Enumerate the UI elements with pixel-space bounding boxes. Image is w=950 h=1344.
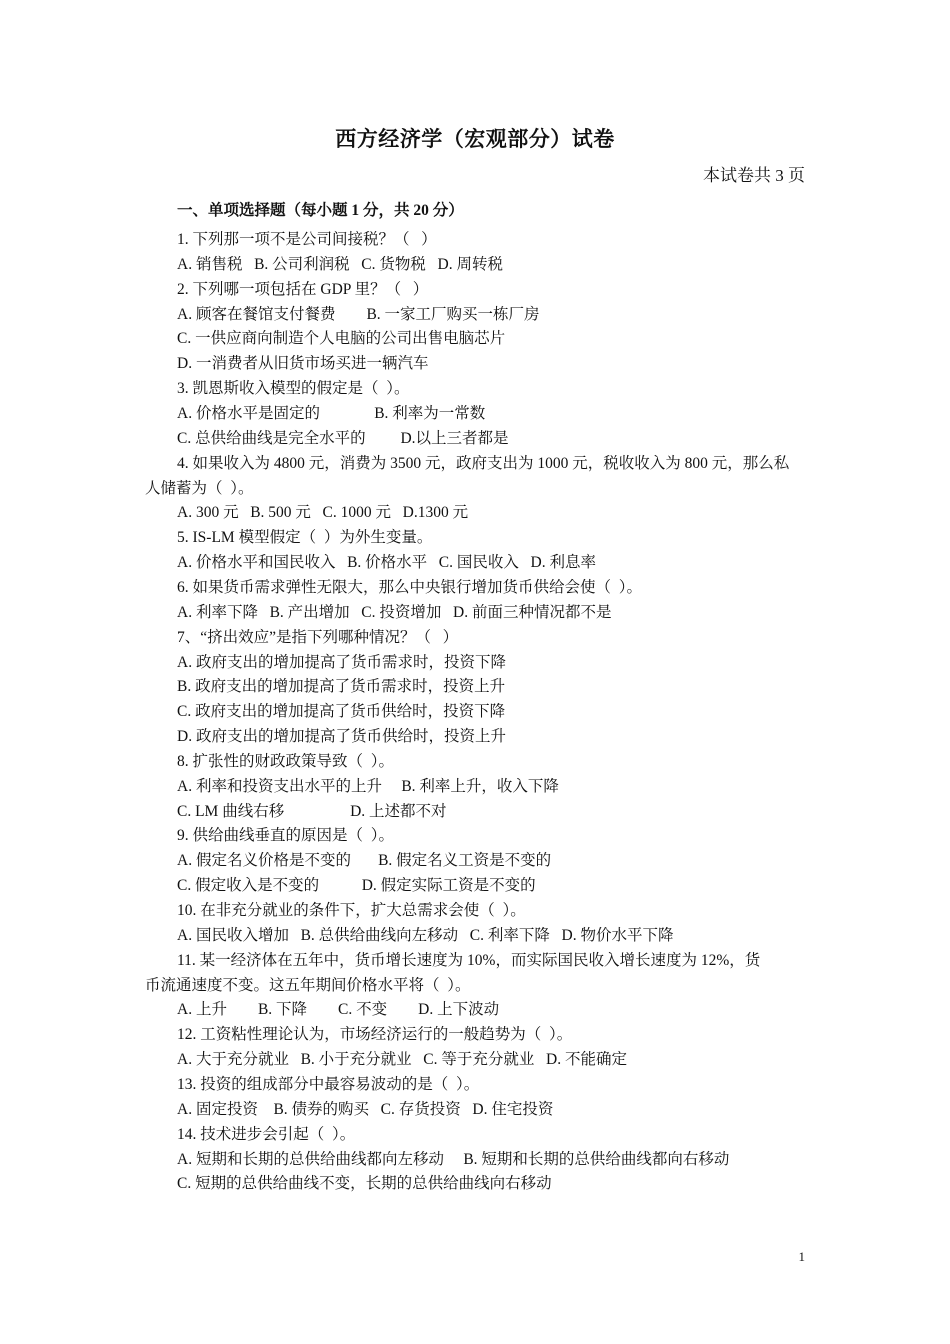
question-line: 1. 下列那一项不是公司间接税？（ ） [177, 231, 437, 248]
question-line: A. 300 元 B. 500 元 C. 1000 元 D.1300 元 [177, 504, 469, 522]
question-line: A. 价格水平是固定的 B. 利率为一常数 [177, 405, 486, 422]
question-line: A. 顾客在餐馆支付餐费 B. 一家工厂购买一栋厂房 [177, 305, 540, 323]
question-line: 人储蓄为（ ）。 [145, 479, 254, 497]
question-line: A. 销售税 B. 公司利润税 C. 货物税 D. 周转税 [177, 255, 503, 273]
question-line: A. 国民收入增加 B. 总供给曲线向左移动 C. 利率下降 D. 物价水平下降 [177, 926, 674, 944]
question-line: A. 短期和长期的总供给曲线都向左移动 B. 短期和长期的总供给曲线都向右移动 [177, 1150, 730, 1168]
question-line: 5. IS-LM 模型假定（ ）为外生变量。 [177, 529, 433, 547]
question-line: C. LM 曲线右移 D. 上述都不对 [177, 802, 447, 820]
question-line: A. 假定名义价格是不变的 B. 假定名义工资是不变的 [177, 852, 552, 870]
question-line: A. 价格水平和国民收入 B. 价格水平 C. 国民收入 D. 利息率 [177, 554, 596, 571]
question-line: 4. 如果收入为 4800 元，消费为 3500 元，政府支出为 1000 元，税收收入为 800 元，那么私 [177, 454, 790, 472]
question-line: 12. 工资粘性理论认为，市场经济运行的一般趋势为（ ）。 [177, 1026, 573, 1044]
question-line: 币流通速度不变。这五年期间价格水平将（ ）。 [145, 976, 471, 994]
exam-title: 西方经济学（宏观部分）试卷 [335, 127, 615, 151]
question-line: C. 假定收入是不变的 D. 假定实际工资是不变的 [177, 877, 536, 895]
question-line: A. 利率和投资支出水平的上升 B. 利率上升，收入下降 [177, 777, 559, 795]
question-line: A. 固定投资 B. 债券的购买 C. 存货投资 D. 住宅投资 [177, 1100, 554, 1118]
page-number: 1 [798, 1249, 805, 1264]
question-line: A. 政府支出的增加提高了货币需求时，投资下降 [177, 653, 506, 671]
question-line: C. 一供应商向制造个人电脑的公司出售电脑芯片 [177, 330, 506, 348]
question-line: B. 政府支出的增加提高了货币需求时，投资上升 [177, 678, 506, 696]
question-line: A. 大于充分就业 B. 小于充分就业 C. 等于充分就业 D. 不能确定 [177, 1051, 627, 1069]
question-line: 3. 凯恩斯收入模型的假定是（ ）。 [177, 380, 410, 398]
question-line: C. 总供给曲线是完全水平的 D.以上三者都是 [177, 429, 509, 447]
question-line: 8. 扩张性的财政政策导致（ ）。 [177, 752, 395, 770]
question-line: 9. 供给曲线垂直的原因是（ ）。 [177, 827, 395, 845]
question-line: D. 一消费者从旧货市场买进一辆汽车 [177, 355, 429, 373]
question-line: 7、“挤出效应”是指下列哪种情况？（ ） [177, 628, 459, 646]
question-line: A. 上升 B. 下降 C. 不变 D. 上下波动 [177, 1001, 500, 1019]
question-line: 10. 在非充分就业的条件下，扩大总需求会使（ ）。 [177, 902, 526, 919]
question-line: D. 政府支出的增加提高了货币供给时，投资上升 [177, 728, 506, 745]
question-line: 14. 技术进步会引起（ ）。 [177, 1125, 356, 1143]
section-heading: 一、单项选择题（每小题 1 分，共 20 分） [177, 202, 464, 219]
question-line: 11. 某一经济体在五年中，货币增长速度为 10%，而实际国民收入增长速度为 12%，货 [177, 951, 761, 969]
question-line: C. 政府支出的增加提高了货币供给时，投资下降 [177, 703, 506, 721]
question-line: 2. 下列哪一项包括在 GDP 里？（ ） [177, 280, 429, 298]
question-line: C. 短期的总供给曲线不变，长期的总供给曲线向右移动 [177, 1175, 552, 1193]
question-line: A. 利率下降 B. 产出增加 C. 投资增加 D. 前面三种情况都不是 [177, 603, 612, 621]
question-line: 13. 投资的组成部分中最容易波动的是（ ）。 [177, 1075, 480, 1093]
page-count-note: 本试卷共 3 页 [703, 166, 805, 185]
question-line: 6. 如果货币需求弹性无限大，那么中央银行增加货币供给会使（ ）。 [177, 578, 643, 596]
